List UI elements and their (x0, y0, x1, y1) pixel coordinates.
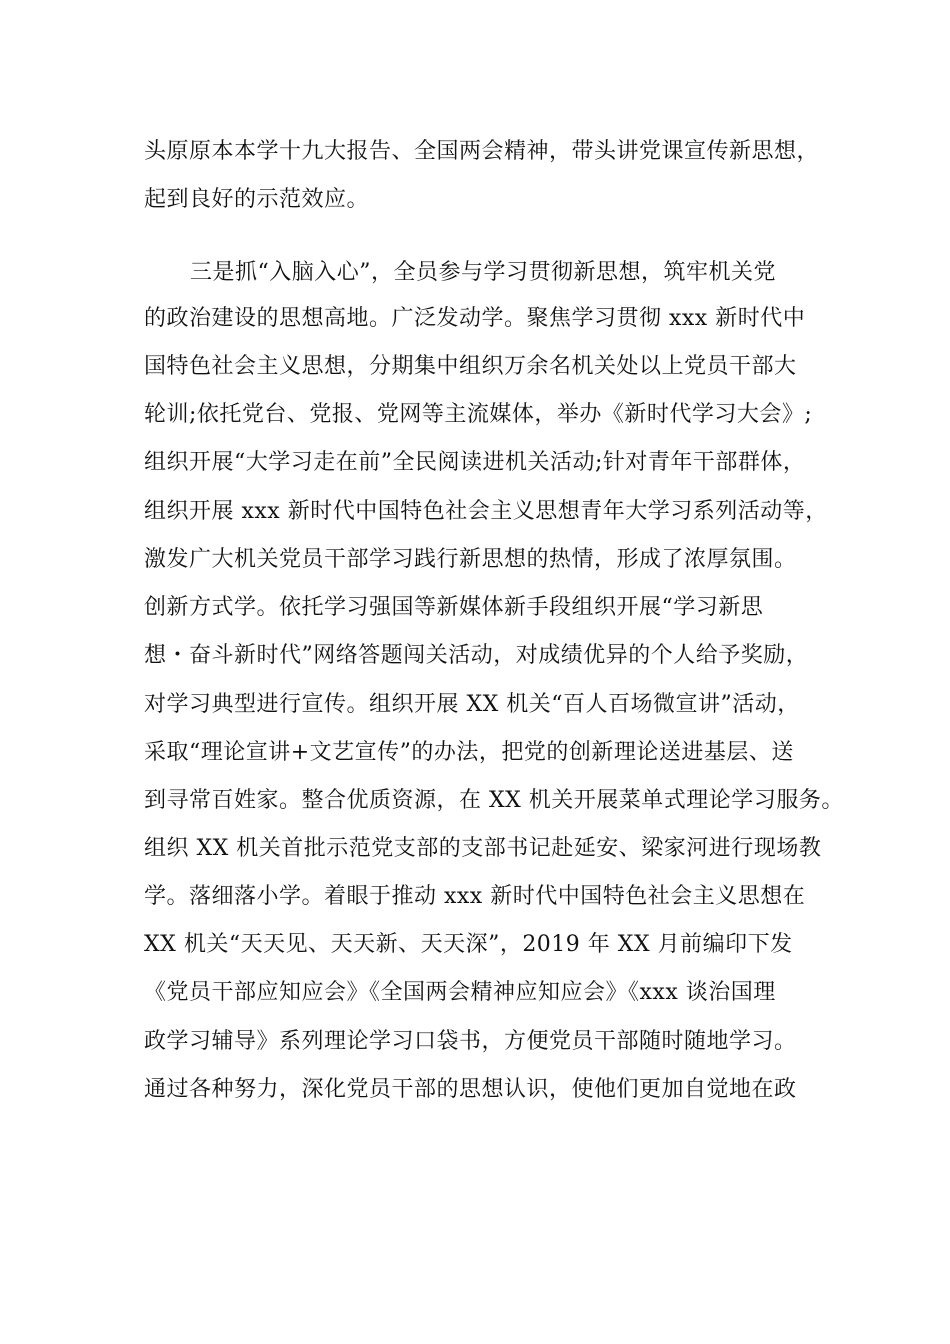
text-line: XX 机关“天天见、天天新、天天深”，2019 年 XX 月前编印下发 (144, 932, 793, 957)
text-line: 轮训;依托党台、党报、党网等主流媒体，举办《新时代学习大会》; (144, 402, 813, 427)
text-line: 国特色社会主义思想，分期集中组织万余名机关处以上党员干部大 (144, 354, 797, 379)
text-line: 政学习辅导》系列理论学习口袋书，方便党员干部随时随地学习。 (144, 1029, 797, 1054)
paragraph-first-line: 三是抓“入脑入心”，全员参与学习贯彻新思想，筑牢机关党 (190, 260, 776, 285)
text-line: 的政治建设的思想高地。广泛发动学。聚焦学习贯彻 xxx 新时代中 (144, 306, 806, 331)
text-line: 到寻常百姓家。整合优质资源，在 XX 机关开展菜单式理论学习服务。 (144, 788, 844, 813)
text-line: 采取“理论宣讲+文艺宣传”的办法，把党的创新理论送进基层、送 (144, 740, 794, 765)
text-line: 对学习典型进行宣传。组织开展 XX 机关“百人百场微宣讲”活动， (144, 692, 800, 717)
text-line: 起到良好的示范效应。 (144, 187, 370, 212)
text-line: 创新方式学。依托学习强国等新媒体新手段组织开展“学习新思 (144, 595, 764, 620)
text-line: 组织开展 xxx 新时代中国特色社会主义思想青年大学习系列活动等， (144, 499, 828, 524)
text-line: 组织 XX 机关首批示范党支部的支部书记赴延安、梁家河进行现场教 (144, 836, 822, 861)
text-line: 学。落细落小学。着眼于推动 xxx 新时代中国特色社会主义思想在 (144, 884, 806, 909)
text-line: 通过各种努力，深化党员干部的思想认识，使他们更加自觉地在政 (144, 1077, 797, 1102)
text-line: 头原原本本学十九大报告、全国两会精神，带头讲党课宣传新思想， (144, 139, 820, 164)
text-line: 想・奋斗新时代”网络答题闯关活动，对成绩优异的个人给予奖励， (144, 643, 809, 668)
text-line: 激发广大机关党员干部学习践行新思想的热情，形成了浓厚氛围。 (144, 547, 797, 572)
text-line: 《党员干部应知应会》《全国两会精神应知应会》《xxx 谈治国理 (144, 980, 776, 1005)
text-line: 组织开展“大学习走在前”全民阅读进机关活动;针对青年干部群体， (144, 450, 806, 475)
